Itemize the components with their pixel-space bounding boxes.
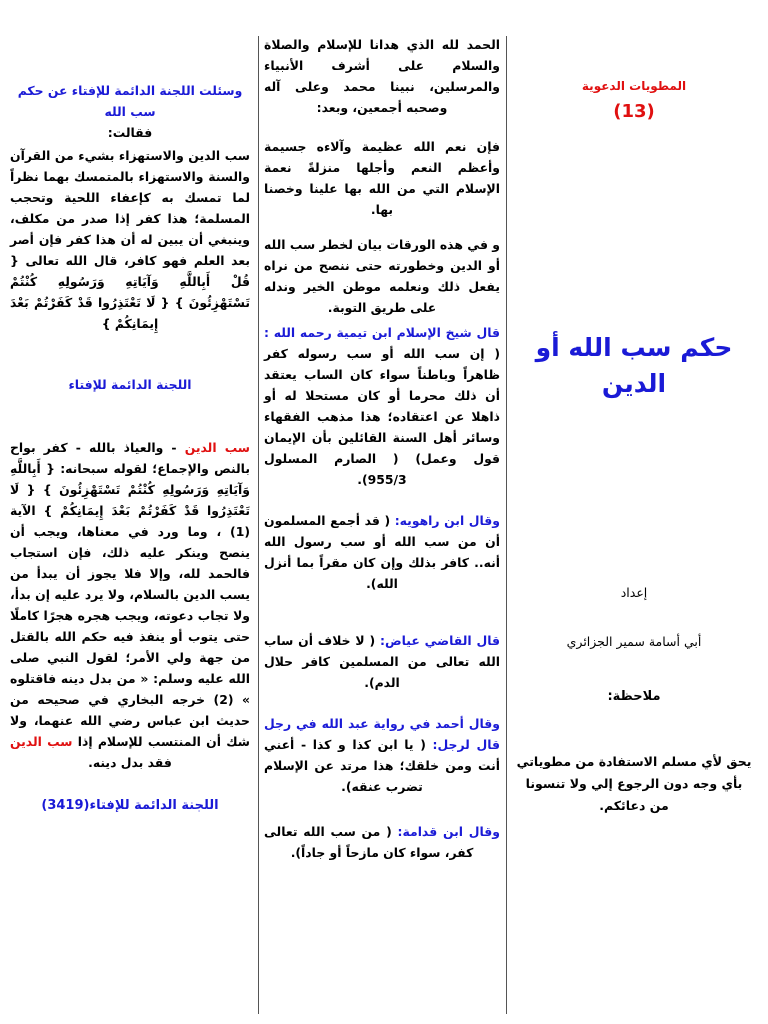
- ibn-rahawayh-quote: [264, 510, 500, 594]
- ahmad-label: وقال أحمد في رواية عبد الله في رجل قال لرجل:: [264, 716, 500, 752]
- ibn-taymiyyah-label: قال شيخ الإسلام ابن تيمية رحمه الله :: [264, 325, 500, 340]
- committee-label: اللجنة الدائمة للإفتاء: [68, 377, 192, 392]
- second-fatwa-body: - والعياذ بالله - كفر بواح بالنص والإجماع؛ لقوله سبحانه: { أَبِاللَّهِ وَآيَاتِهِ وَرَسُولِهِ كُنْتُمْ تَسْتَهْزِئُونَ } { لَا تَعْتَذِرُوا قَدْ كَفَرْتُمْ بَعْدَ إِيمَانِكُمْ } الآية (1) ، وما ورد في معناها، ويجب أن ينصح وينكر عليه ذلك، فإن استجاب فالحمد لله، وإلا فلا يجوز أن يبدأ من يسب الدين بالسلام، ولا يرد عليه إن بدأ، ولا تجاب دعوته، ويجب هجره هجرًا كاملًا حتى يتوب أو ينفذ فيه حكم الله بالقتل من جهة ولي الأمر؛ لقول النبي صلى الله عليه وسلم: « من بدل دينه فاقتلوه » (2) خرجه البخاري في صحيحه من حديث ابن عباس رضي الله عنهما، ولا شك أن المنتسب للإسلام إذا: [10, 440, 250, 749]
- column-divider: [258, 36, 259, 1014]
- series-title: المطويات الدعوية: [581, 79, 687, 93]
- qadi-iyad-text: ( لا خلاف أن ساب الله تعالى من المسلمين كافر حلال الدم).: [264, 633, 500, 690]
- author-name: أبي أسامة سمير الجزائري: [566, 634, 702, 649]
- ahmad-quote: [264, 713, 500, 797]
- fatwa-column: [10, 28, 250, 996]
- column-divider: [506, 36, 507, 1014]
- purpose-paragraph: و في هذه الورقات بيان لخطر سب الله أو الدين وخطورته حتى ننصح من نراه يفعل ذلك ونعلمه موطن الخير وندله على طريق التوبة.: [264, 237, 500, 315]
- fatwa-answer-text: سب الدين والاستهزاء بشيء من القرآن والسنة والاستهزاء بالمتمسك بهما نظراً لما تمسك به كإعفاء اللحية وتحجب المسلمة؛ هذا كفر إذا صدر من مكلف، وينبغي أن يبين له أن هذا كفر فإن أصر بعد العلم فهو كافر، قال الله تعالى { قُلْ أَبِاللَّهِ وَآيَاتِهِ وَرَسُولِهِ كُنْتُمْ تَسْتَهْزِئُونَ } { لَا تَعْتَذِرُوا قَدْ كَفَرْتُمْ بَعْدَ إِيمَانِكُمْ }: [10, 148, 250, 331]
- qadi-iyad-quote: [264, 630, 500, 693]
- second-fatwa-ending: فقد بدل دينه.: [88, 755, 172, 770]
- prepared-by-label: إعداد: [620, 585, 648, 600]
- highlight-term: سب الدين: [184, 440, 250, 455]
- series-number: (13): [613, 101, 655, 122]
- ahmad-text: ( يا ابن كذا و كذا - أعني أنت ومن خلقك؛ هذا مرتد عن الإسلام تضرب عنقه).: [264, 737, 500, 794]
- note-label: ملاحظة:: [607, 689, 661, 704]
- ibn-rahawayh-label: وقال ابن راهويه:: [394, 513, 500, 528]
- blessing-paragraph: فإن نعم الله عظيمة وآلاءه جسيمة وأعظم النعم وأجلها منزلةً نعمة الإسلام التي من الله بها علينا وخصنا بها.: [264, 139, 500, 217]
- highlight-term: سب الدين: [10, 734, 73, 749]
- introduction-column: [264, 28, 500, 996]
- ibn-taymiyyah-text: ( إن سب الله أو سب رسوله كفر ظاهراً وباطناً سواء كان الساب يعتقد أن ذلك محرما أو كان مستحلا له أو ذاهلا عن اعتقاده؛ هذا مذهب الفقهاء وسائر أهل السنة القائلين بأن الإيمان قول وعمل) ( الصارم المسلول 955/3).: [264, 346, 500, 487]
- ibn-qudamah-label: وقال ابن قدامة:: [397, 824, 500, 839]
- fatwa-answer-label: فقالت:: [107, 125, 153, 140]
- second-fatwa-text: [10, 437, 250, 773]
- qadi-iyad-label: قال القاضي عياض:: [380, 633, 500, 648]
- ibn-taymiyyah-quote: [264, 322, 500, 490]
- usage-rights-text: يحق لأي مسلم الاستفادة من مطوياتي بأي وجه دون الرجوع إلي ولا تنسونا من دعائكم.: [516, 754, 752, 813]
- fatwa-question: وسئلت اللجنة الدائمة للإفتاء عن حكم سب الله: [17, 83, 243, 119]
- ibn-qudamah-text: ( من سب الله تعالى كفر، سواء كان مازحاً أو جاداً).: [264, 824, 474, 860]
- fatwa-reference: اللجنة الدائمة للإفتاء(3419): [41, 798, 219, 813]
- ibn-rahawayh-text: ( قد أجمع المسلمون أن من سب الله أو سب رسول الله أنه.. كافر بذلك وإن كان مقراً بما أنزل الله).: [264, 513, 500, 591]
- intro-paragraph: الحمد لله الذي هدانا للإسلام والصلاة والسلام على أشرف الأنبياء والمرسلين، نبينا محمد وعلى آله وصحبه أجمعين، وبعد:: [264, 37, 500, 115]
- page-title: حكم سب الله أو الدين: [535, 333, 733, 398]
- ibn-qudamah-quote: [264, 821, 500, 863]
- cover-column: [514, 28, 754, 996]
